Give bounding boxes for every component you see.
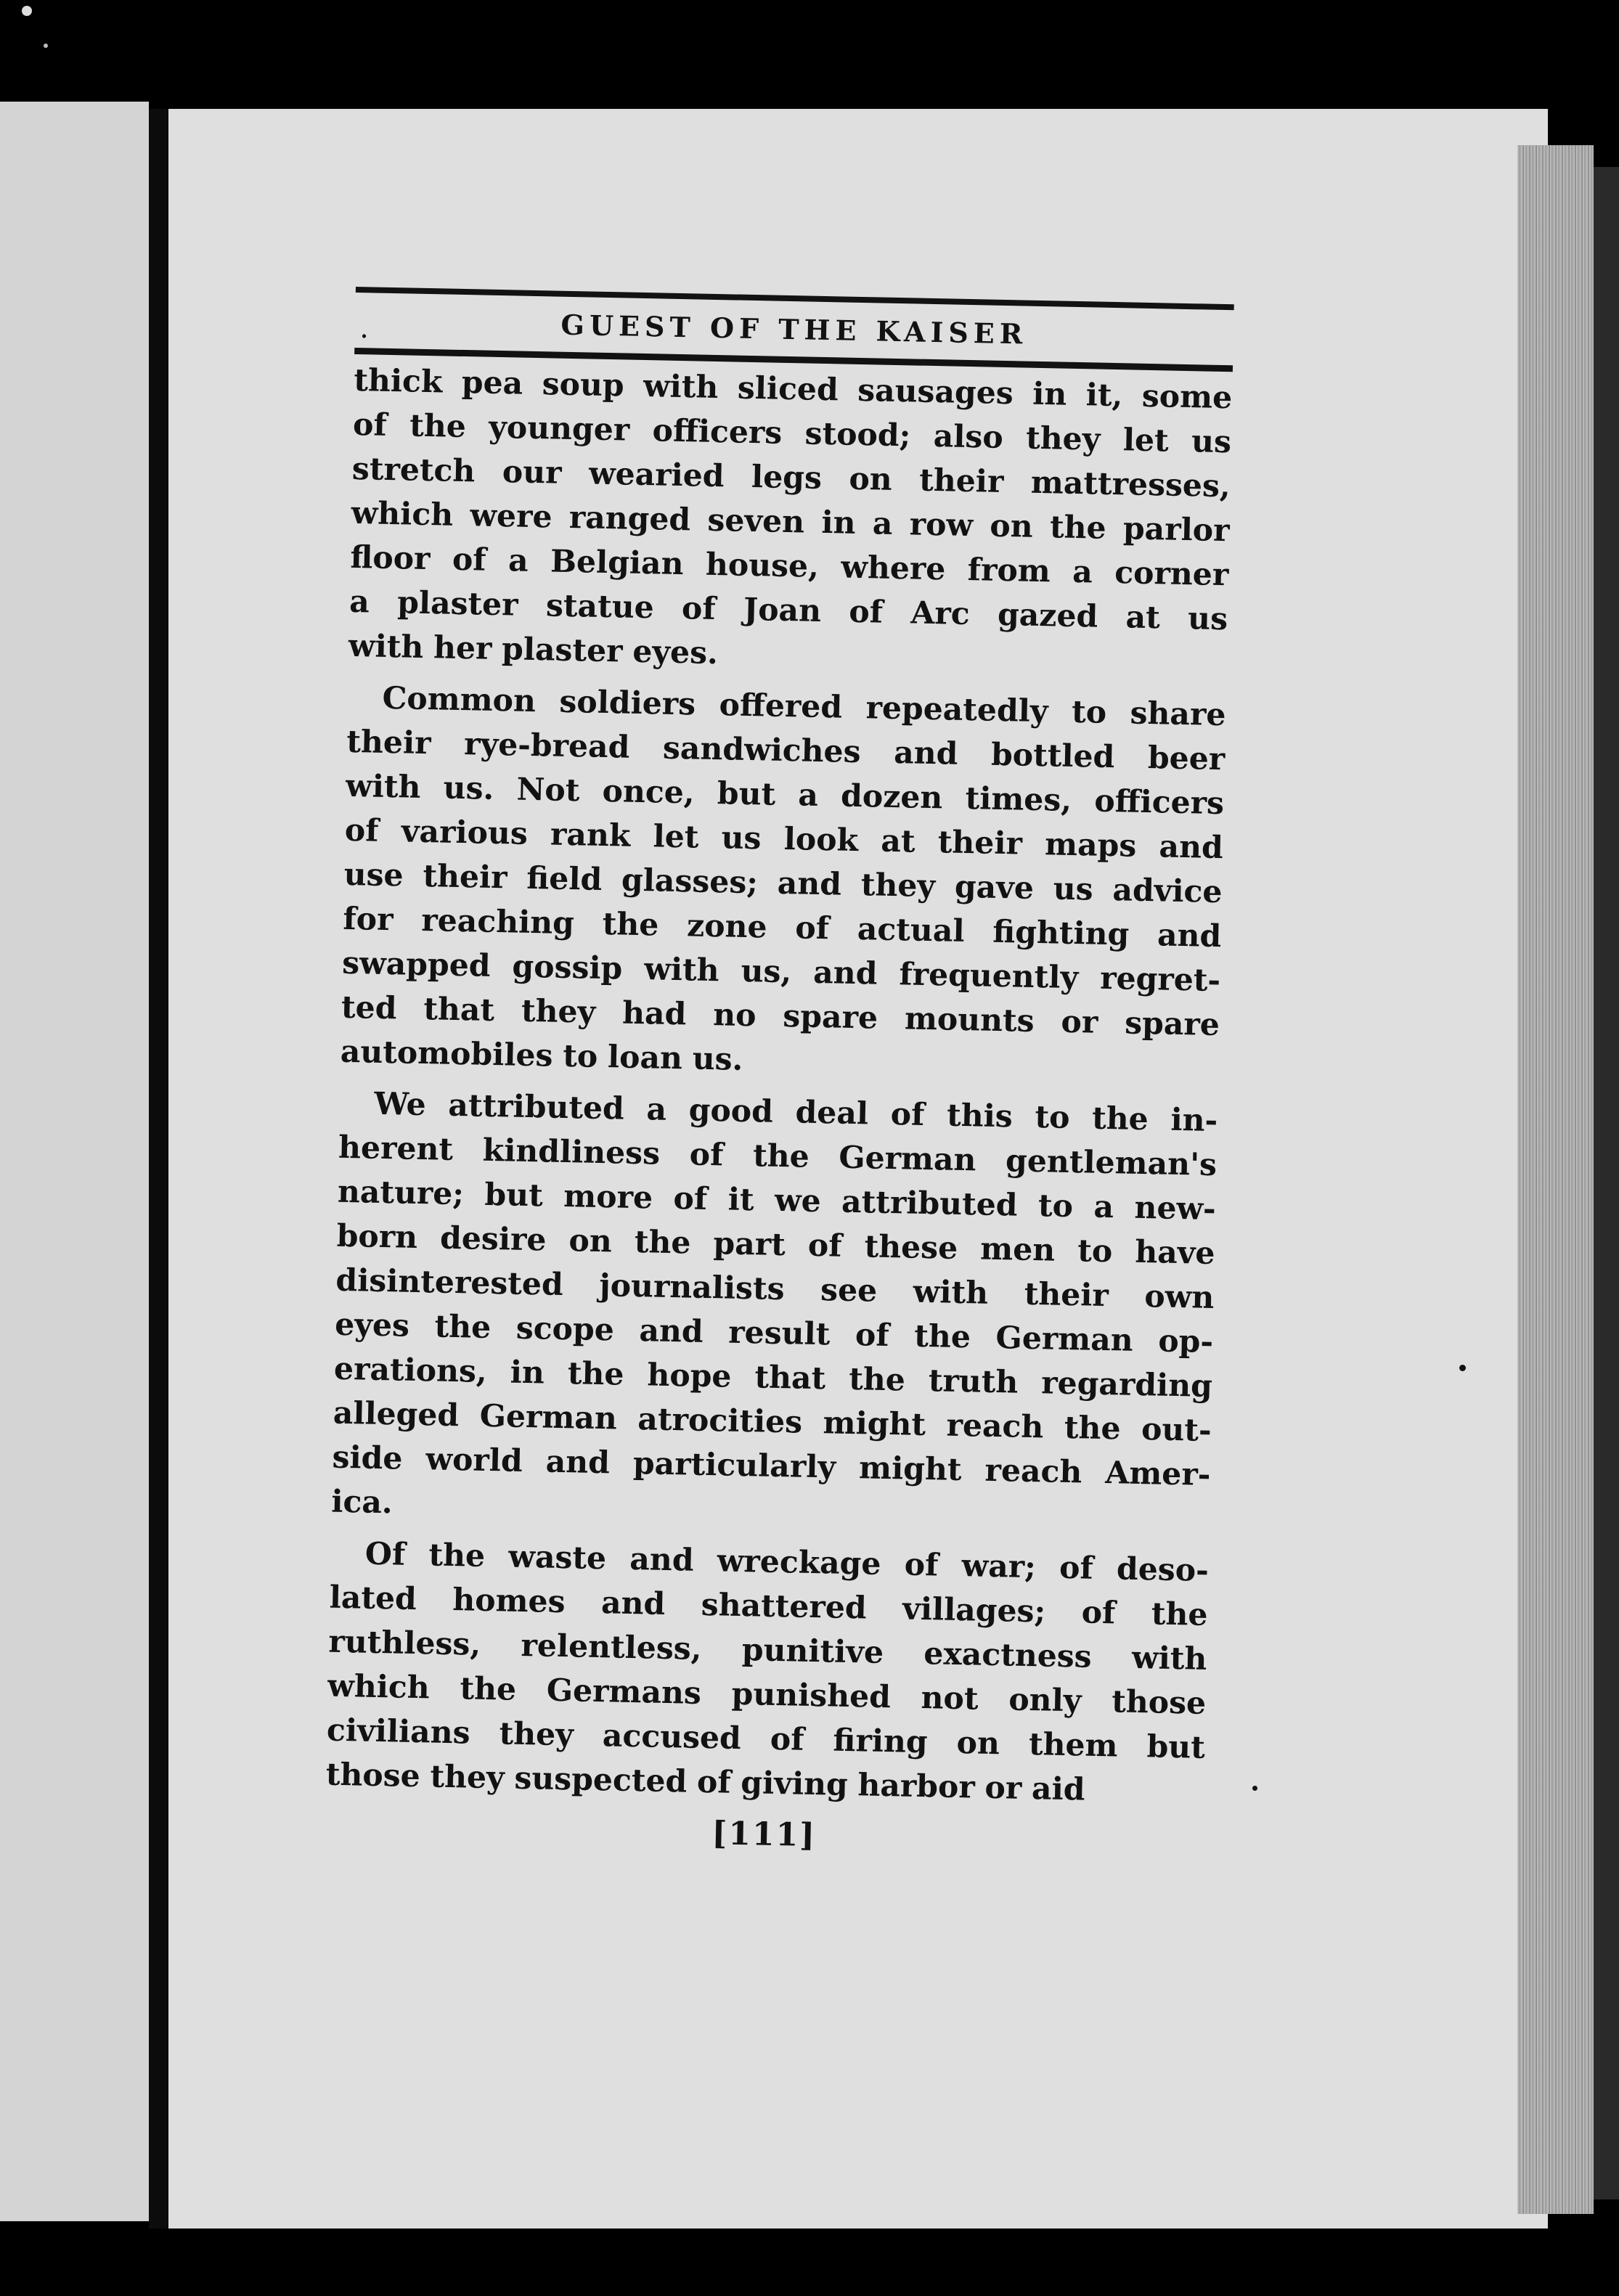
running-head-mark: .	[360, 319, 373, 343]
text-line: alleged German atrocities might reach the out-	[333, 1394, 1212, 1449]
text-line: floor of a Belgian house, where from a corner	[350, 539, 1229, 594]
text-line: with her plaster eyes.	[348, 627, 719, 672]
text-line: lated homes and shattered villages; of the	[329, 1579, 1209, 1633]
text-line: for reaching the zone of actual fighting and	[343, 900, 1222, 955]
text-line: which were ranged seven in a row on the parlor	[351, 494, 1230, 550]
text-line: a plaster statue of Joan of Arc gazed at us	[348, 583, 1228, 638]
text-line: with us. Not once, but a dozen times, officers	[345, 767, 1225, 822]
body-text	[325, 359, 1233, 1815]
page-stack-shadow	[1594, 167, 1619, 2199]
text-line: born desire on the part of these men to have	[336, 1217, 1216, 1272]
running-head-title: GUEST OF THE KAISER	[560, 308, 1028, 351]
text-line: side world and particularly might reach Amer-	[332, 1439, 1211, 1493]
scan-speck	[1459, 1365, 1466, 1371]
text-line: ruthless, relentless, punitive exactness with	[328, 1623, 1207, 1678]
text-line: civilians they accused of firing on them but	[326, 1712, 1206, 1766]
paragraph	[325, 1532, 1209, 1815]
facing-page-edge	[0, 102, 149, 2221]
text-line: erations, in the hope that the truth regarding	[333, 1350, 1213, 1405]
text-line: their rye-bread sandwiches and bottled beer	[346, 723, 1226, 778]
scan-speck	[44, 44, 48, 48]
paragraph	[331, 1082, 1218, 1542]
page-number: [111]	[711, 1815, 817, 1855]
text-line: which the Germans punished not only those	[327, 1667, 1207, 1722]
text-line: thick pea soup with sliced sausages in it, some	[353, 361, 1233, 417]
text-line: those they suspected of giving harbor or aid	[325, 1756, 1085, 1808]
text-line: swapped gossip with us, and frequently regret-	[341, 944, 1221, 1000]
text-line: We attributed a good deal of this to the in-	[373, 1085, 1218, 1140]
text-line: herent kindliness of the German gentleman's	[338, 1129, 1218, 1184]
text-line: automobiles to loan us.	[340, 1033, 743, 1078]
text-line: nature; but more of it we attributed to a new-	[337, 1173, 1217, 1228]
scan-speck	[1252, 1786, 1257, 1791]
scan-speck	[22, 6, 32, 16]
paragraph	[340, 676, 1226, 1092]
text-line: use their field glasses; and they gave us advice	[343, 856, 1223, 911]
paragraph	[348, 359, 1232, 686]
text-line: ica.	[330, 1483, 393, 1521]
running-head	[355, 304, 1234, 355]
text-line: ted that they had no spare mounts or spare	[340, 989, 1220, 1044]
text-line: of various rank let us look at their maps and	[344, 812, 1224, 867]
text-line: eyes the scope and result of the German op-	[334, 1306, 1214, 1360]
page-stack-edges	[1517, 145, 1594, 2214]
text-line: of the younger officers stood; also they let us	[352, 406, 1232, 461]
text-block	[325, 287, 1234, 1862]
text-line: Common soldiers offered repeatedly to share	[382, 679, 1226, 734]
text-line: Of the waste and wreckage of war; of deso-	[364, 1535, 1210, 1589]
text-line: disinterested journalists see with their own	[335, 1262, 1215, 1317]
text-line: stretch our wearied legs on their mattresses,	[351, 450, 1231, 505]
